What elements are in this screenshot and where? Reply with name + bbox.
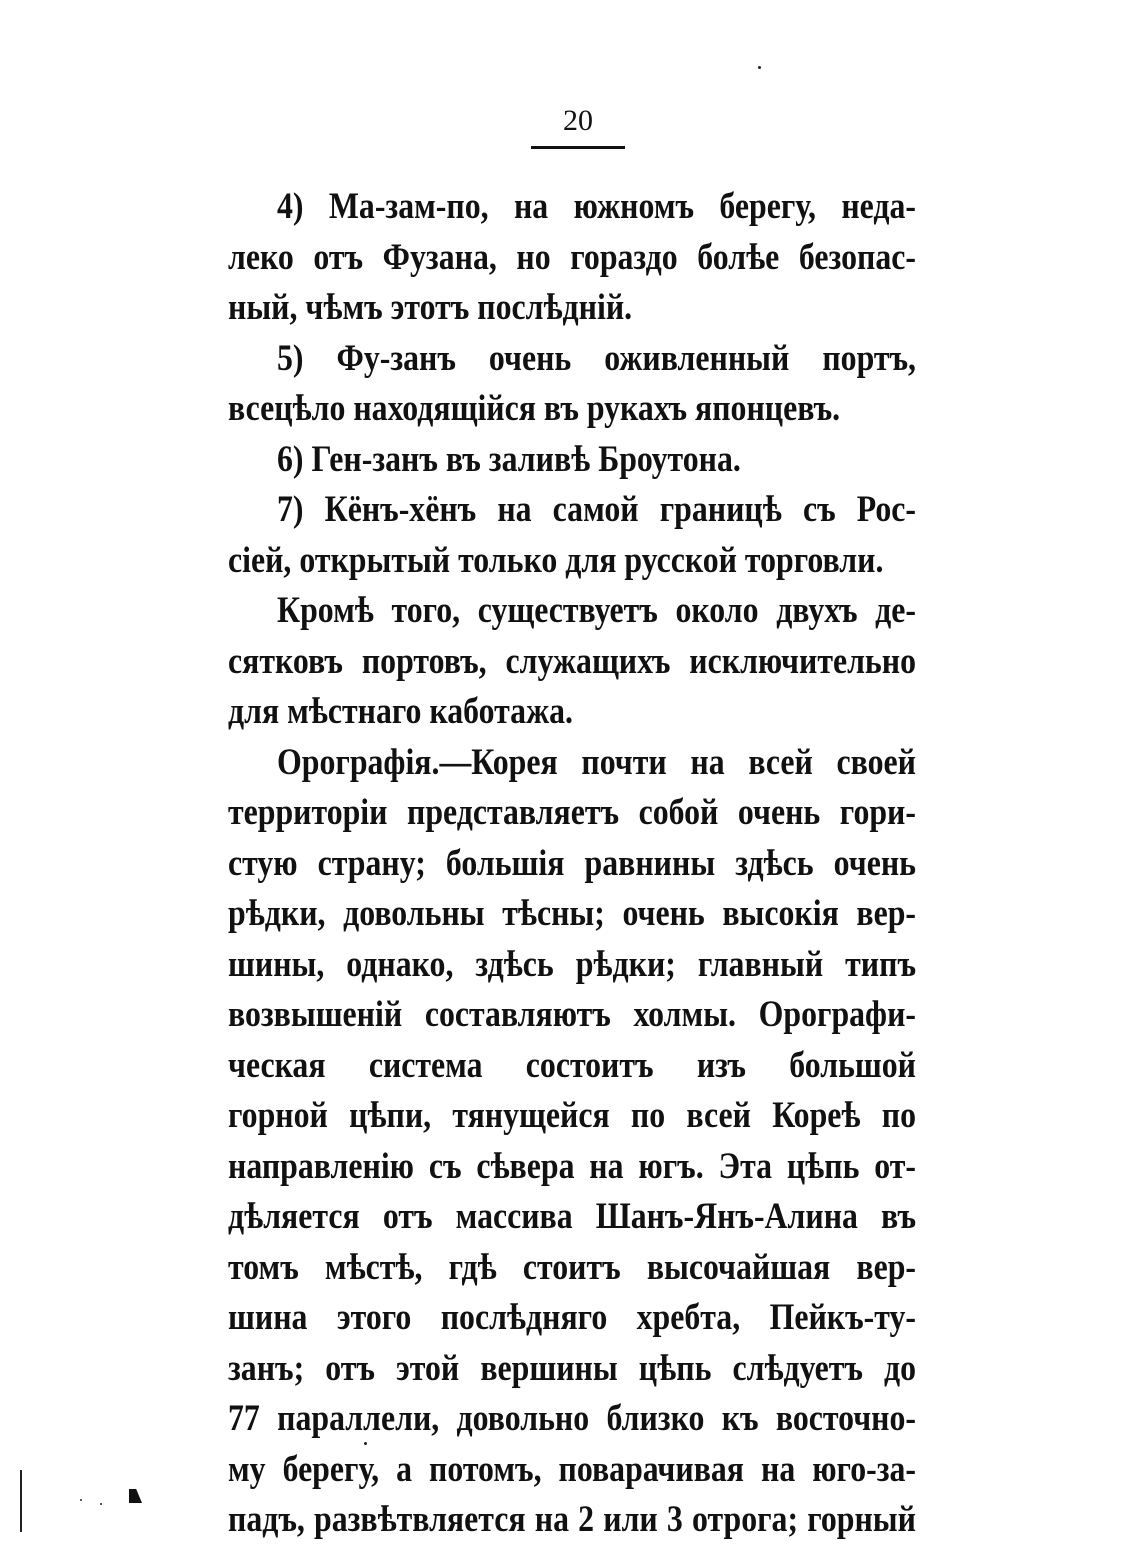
text-line: 77 параллели, довольно близко къ восточно- [228, 1398, 916, 1439]
text-line: территоріи представляетъ собой очень гори- [228, 792, 916, 833]
text-line: 5) Фу-занъ очень оживленный портъ, [277, 337, 916, 379]
text-line: шины, однако, здѣсь рѣдки; главный типъ [228, 943, 916, 985]
text-line: ческая система состоитъ изъ большой [228, 1044, 916, 1086]
scan-speck [364, 1442, 367, 1445]
text-line: ный, чѣмъ этотъ послѣдній. [228, 287, 633, 328]
text-line: сіей, открытый только для русской торговли. [228, 539, 884, 581]
text-line: томъ мѣстѣ, гдѣ стоитъ высочайшая вер- [228, 1246, 916, 1288]
text-line: Кромѣ того, существуетъ около двухъ де- [277, 590, 916, 631]
scan-speck [100, 1503, 102, 1505]
text-line: горной цѣпи, тянущейся по всей Кореѣ по [228, 1095, 916, 1136]
text-line: шина этого послѣдняго хребта, Пейкъ-ту- [228, 1297, 916, 1338]
text-line: 7) Кёнъ-хёнъ на самой границѣ съ Рос- [277, 489, 916, 530]
scan-edge-line [20, 1470, 22, 1532]
text-line: Орографія.—Корея почти на всей своей [277, 741, 916, 783]
text-line: для мѣстнаго каботажа. [228, 691, 574, 732]
text-line: занъ; отъ этой вершины цѣпь слѣдуетъ до [228, 1347, 916, 1389]
text-line: возвышеній составляютъ холмы. Орографи- [228, 994, 916, 1035]
text-line: всецѣло находящійся въ рукахъ японцевъ. [228, 388, 841, 429]
text-line: 4) Ма-зам-по, на южномъ берегу, неда- [277, 186, 916, 227]
scan-speck [80, 1499, 82, 1501]
text-line: сятковъ портовъ, служащихъ исключительно [228, 640, 916, 682]
text-line: му берегу, а потомъ, поварачивая на юго-за- [228, 1448, 916, 1490]
text-line: дѣляется отъ массива Шанъ-Янъ-Алина въ [228, 1196, 916, 1237]
text-line: рѣдки, довольны тѣсны; очень высокія вер- [228, 893, 916, 934]
scan-blot [129, 1489, 142, 1503]
text-line: направленію съ сѣвера на югъ. Эта цѣпь от- [228, 1145, 916, 1187]
page-number-rule [531, 146, 625, 149]
page-number: 20 [563, 104, 593, 137]
text-line: леко отъ Фузана, но гораздо болѣе безопас- [228, 236, 916, 278]
text-line: стую страну; большія равнины здѣсь очень [228, 842, 916, 884]
body-text [228, 182, 916, 1546]
text-line: 6) Ген-занъ въ заливѣ Броутона. [277, 438, 741, 480]
scan-speck [758, 66, 761, 69]
text-line: падъ, развѣтвляется на 2 или 3 отрога; горный [228, 1499, 916, 1540]
